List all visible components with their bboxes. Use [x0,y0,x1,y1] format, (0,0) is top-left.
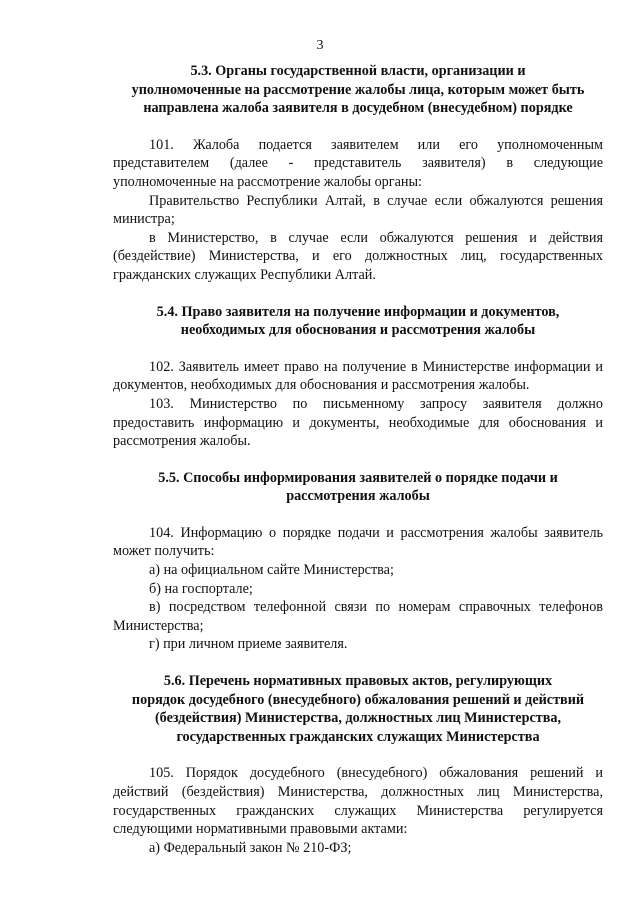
heading-line: необходимых для обоснования и рассмотрения жалобы [180,322,536,339]
page-number: 3 [316,38,324,53]
heading-line: 5.4. Право заявителя на получение информации и документов, [156,303,560,320]
heading-line: уполномоченные на рассмотрение жалобы лица, которым может быть [131,81,585,98]
heading-line: 5.6. Перечень нормативных правовых актов, регулирующих [163,673,553,690]
paragraph: в Министерство, в случае если обжалуются решения и действия (бездействие) Министерства, и его должностных лиц, государственных гражданских служащих Республики Алтай. [113,229,603,283]
paragraph-101: 101. Жалоба подается заявителем или его уполномоченным представителем (далее - представитель заявителя) в следующие уполномоченные на рассмотрение жалобы органы: [113,136,603,190]
list-item: в) посредством телефонной связи по номерам справочных телефонов Министерства; [113,599,603,634]
list-item: а) на официальном сайте Министерства; [149,562,394,579]
heading-line: 5.5. Способы информирования заявителей о порядке подачи и [158,469,558,486]
section-heading-5-6 [109,672,607,746]
heading-line: 5.3. Органы государственной власти, организации и [190,63,526,79]
document-body [113,62,603,857]
paragraph-105: 105. Порядок досудебного (внесудебного) обжалования решений и действий (бездействия) Министерства, должностных лиц Министерства, государственных гражданских служащих Министерства регулируется следующими нормативными правовыми актами: [113,765,603,838]
paragraph-103: 103. Министерство по письменному запросу заявителя должно предоставить информацию и документы, необходимые для обоснования и рассмотрения жалобы. [113,395,603,450]
paragraph: Правительство Республики Алтай, в случае если обжалуются решения министра; [113,192,603,228]
heading-line: (бездействия) Министерства, должностных лиц Министерства, [154,710,562,727]
section-heading-5-5 [109,469,607,506]
heading-line: порядок досудебного (внесудебного) обжалования решений и действий [131,691,585,708]
heading-line: государственных гражданских служащих Министерства [176,728,540,745]
heading-line: направлена жалоба заявителя в досудебном (внесудебном) порядке [143,100,573,117]
section-heading-5-4 [109,303,607,340]
list-item: г) при личном приеме заявителя. [149,636,348,653]
section-heading-5-3 [109,62,607,118]
list-item: а) Федеральный закон № 210-ФЗ; [149,839,352,856]
heading-line: рассмотрения жалобы [286,488,430,505]
paragraph-102: 102. Заявитель имеет право на получение в Министерстве информации и документов, необходимых для обоснования и рассмотрения жалобы. [113,358,603,394]
list-item: б) на госпортале; [149,580,253,597]
paragraph-104: 104. Информацию о порядке подачи и рассмотрения жалобы заявитель может получить: [113,524,603,560]
